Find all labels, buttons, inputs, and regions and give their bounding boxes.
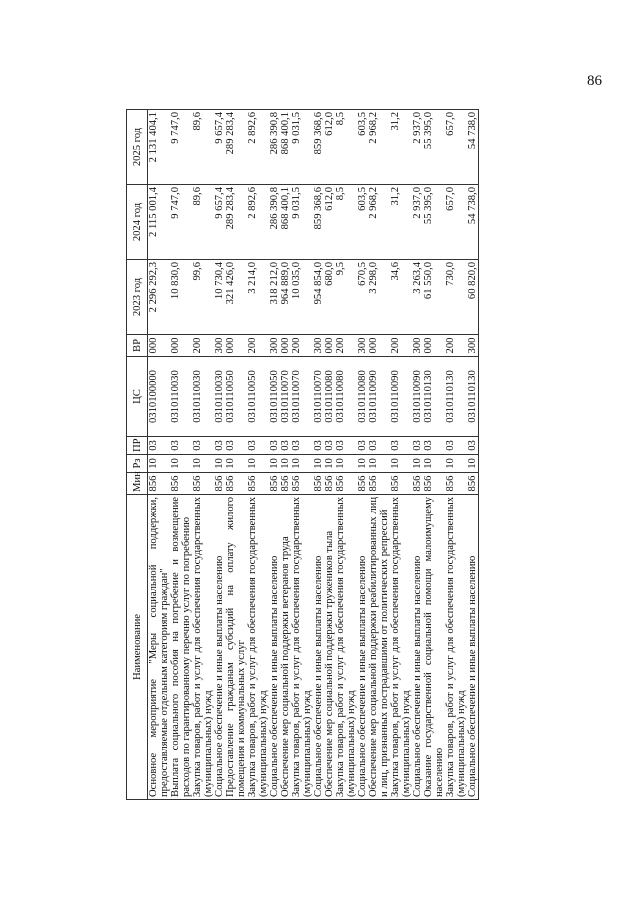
table-cell-vr: 000 (148, 335, 171, 357)
table-cell-rz: 10 (192, 455, 214, 473)
table-cell-rz: 10 (335, 455, 357, 473)
table-cell-min: 856 (280, 473, 291, 495)
table-cell-min: 856 (423, 473, 445, 495)
table-cell-vr: 000 (170, 335, 192, 357)
table-cell-rz: 10 (291, 455, 313, 473)
table-row (368, 110, 390, 800)
table-cell-cs: 0310110130 (467, 357, 479, 437)
header-row (127, 110, 148, 800)
table-cell-pr: 03 (324, 437, 335, 455)
table-cell-name: Социальное обеспечение и иные выплаты населению (214, 495, 225, 800)
table-cell-2024: 9 031,5 (291, 185, 313, 260)
table-cell-cs: 0310110080 (324, 357, 335, 437)
table-cell-2023: 61 550,0 (423, 260, 445, 335)
table-cell-2024: 2 937,0 (412, 185, 423, 260)
table-cell-2024: 289 283,4 (225, 185, 247, 260)
table-cell-2025: 31,2 (390, 110, 412, 185)
table-cell-rz: 10 (225, 455, 247, 473)
table-cell-name: Закупка товаров, работ и услуг для обеспечения государственных (муниципальных) нужд (192, 495, 214, 800)
table-cell-name: Закупка товаров, работ и услуг для обеспечения государственных (муниципальных) нужд (445, 495, 467, 800)
budget-table (126, 109, 479, 800)
table-cell-pr: 03 (192, 437, 214, 455)
table-cell-cs: 0310110030 (170, 357, 192, 437)
header-2024: 2024 год (127, 185, 148, 260)
table-cell-rz: 10 (390, 455, 412, 473)
table-row (148, 110, 171, 800)
table-cell-min: 856 (467, 473, 479, 495)
table-cell-2023: 3 263,4 (412, 260, 423, 335)
table-cell-2024: 612,0 (324, 185, 335, 260)
table-cell-2024: 9 657,4 (214, 185, 225, 260)
table-cell-2024: 31,2 (390, 185, 412, 260)
table-cell-2023: 9,5 (335, 260, 357, 335)
table-cell-min: 856 (368, 473, 390, 495)
table-cell-2023: 318 212,0 (269, 260, 280, 335)
table-cell-2023: 954 854,0 (313, 260, 324, 335)
table-cell-pr: 03 (445, 437, 467, 455)
table-cell-2023: 2 296 292,3 (148, 260, 171, 335)
table-cell-cs: 0310110070 (313, 357, 324, 437)
table-cell-2024: 8,5 (335, 185, 357, 260)
table-cell-name: Обеспечение мер социальной поддержки ветеранов труда (280, 495, 291, 800)
table-cell-vr: 300 (269, 335, 280, 357)
table-cell-min: 856 (390, 473, 412, 495)
table-cell-cs: 0310110080 (335, 357, 357, 437)
table-cell-cs: 0310110050 (225, 357, 247, 437)
table-cell-cs: 0310110030 (214, 357, 225, 437)
table-cell-vr: 300 (467, 335, 479, 357)
table-cell-vr: 000 (280, 335, 291, 357)
table-cell-pr: 03 (412, 437, 423, 455)
header-rz: Рз (127, 455, 148, 473)
table-cell-cs: 0310110050 (269, 357, 280, 437)
table-cell-2025: 89,6 (192, 110, 214, 185)
table-cell-min: 856 (445, 473, 467, 495)
table-cell-2025: 9 657,4 (214, 110, 225, 185)
table-cell-2024: 603,5 (357, 185, 368, 260)
table-cell-vr: 300 (357, 335, 368, 357)
table-cell-2023: 670,5 (357, 260, 368, 335)
table-cell-rz: 10 (412, 455, 423, 473)
table-cell-min: 856 (335, 473, 357, 495)
table-cell-vr: 000 (324, 335, 335, 357)
table-cell-pr: 03 (335, 437, 357, 455)
table-cell-min: 856 (324, 473, 335, 495)
table-cell-vr: 000 (423, 335, 445, 357)
table-cell-2025: 55 395,0 (423, 110, 445, 185)
table-cell-rz: 10 (313, 455, 324, 473)
table-cell-vr: 200 (247, 335, 269, 357)
table-cell-rz: 10 (148, 455, 171, 473)
table-cell-cs: 0310110090 (390, 357, 412, 437)
table-cell-name: Оказание государственной социальной помощи малоимущему населению (423, 495, 445, 800)
table-cell-name: Закупка товаров, работ и услуг для обеспечения государственных (муниципальных) нужд (390, 495, 412, 800)
header-cs: ЦС (127, 357, 148, 437)
table-cell-2024: 2 892,6 (247, 185, 269, 260)
table-cell-2024: 2 115 001,4 (148, 185, 171, 260)
table-cell-2025: 859 368,6 (313, 110, 324, 185)
table-cell-rz: 10 (214, 455, 225, 473)
table-cell-2024: 2 968,2 (368, 185, 390, 260)
table-cell-rz: 10 (269, 455, 280, 473)
table-cell-name: Выплата социального пособия на погребение и возмещение расходов по гарантированному перечню услуг по погребению (170, 495, 192, 800)
table-cell-vr: 200 (445, 335, 467, 357)
table-cell-cs: 0310100000 (148, 357, 171, 437)
table-row (313, 110, 324, 800)
table-cell-2025: 612,0 (324, 110, 335, 185)
table-cell-name: Основное мероприятие "Меры социальной поддержки, предоставляемые отдельным категориям граждан" (148, 495, 171, 800)
table-cell-vr: 000 (368, 335, 390, 357)
table-cell-2023: 34,6 (390, 260, 412, 335)
header-min: Мин (127, 473, 148, 495)
table-cell-vr: 300 (412, 335, 423, 357)
table-cell-name: Закупка товаров, работ и услуг для обеспечения государственных (муниципальных) нужд (335, 495, 357, 800)
table-cell-rz: 10 (247, 455, 269, 473)
table-cell-2025: 54 738,0 (467, 110, 479, 185)
table-cell-pr: 03 (280, 437, 291, 455)
table-row (291, 110, 313, 800)
table-cell-pr: 03 (170, 437, 192, 455)
table-cell-cs: 0310110050 (247, 357, 269, 437)
table-cell-pr: 03 (467, 437, 479, 455)
table-cell-2025: 868 400,1 (280, 110, 291, 185)
table-row (192, 110, 214, 800)
table-cell-pr: 03 (390, 437, 412, 455)
table-cell-cs: 0310110130 (423, 357, 445, 437)
table-cell-pr: 03 (313, 437, 324, 455)
table-cell-min: 856 (412, 473, 423, 495)
table-cell-vr: 200 (291, 335, 313, 357)
header-vr: ВР (127, 335, 148, 357)
table-cell-rz: 10 (445, 455, 467, 473)
table-cell-rz: 10 (357, 455, 368, 473)
table-cell-cs: 0310110080 (357, 357, 368, 437)
table-cell-pr: 03 (225, 437, 247, 455)
table-cell-2024: 9 747,0 (170, 185, 192, 260)
table-row (445, 110, 467, 800)
table-cell-name: Социальное обеспечение и иные выплаты населению (357, 495, 368, 800)
table-row (280, 110, 291, 800)
table-cell-2023: 321 426,0 (225, 260, 247, 335)
table-cell-2025: 289 283,4 (225, 110, 247, 185)
header-2025: 2025 год (127, 110, 148, 185)
table-cell-2025: 8,5 (335, 110, 357, 185)
table-cell-2023: 680,0 (324, 260, 335, 335)
table-cell-cs: 0310110030 (192, 357, 214, 437)
table-row (214, 110, 225, 800)
table-cell-min: 856 (170, 473, 192, 495)
table-cell-2025: 2 131 404,1 (148, 110, 171, 185)
table-cell-2023: 964 889,0 (280, 260, 291, 335)
table-cell-2024: 657,0 (445, 185, 467, 260)
table-cell-min: 856 (192, 473, 214, 495)
header-pr: ПР (127, 437, 148, 455)
table-cell-2024: 55 395,0 (423, 185, 445, 260)
table-cell-name: Предоставление гражданам субсидий на оплату жилого помещения и коммунальных услуг (225, 495, 247, 800)
table-cell-min: 856 (291, 473, 313, 495)
page-number: 86 (587, 73, 602, 89)
table-cell-2025: 657,0 (445, 110, 467, 185)
table-cell-min: 856 (247, 473, 269, 495)
table-row (357, 110, 368, 800)
table-cell-min: 856 (313, 473, 324, 495)
table-cell-vr: 300 (214, 335, 225, 357)
table-cell-pr: 03 (291, 437, 313, 455)
table-cell-2025: 9 031,5 (291, 110, 313, 185)
header-2023: 2023 год (127, 260, 148, 335)
table-cell-min: 856 (269, 473, 280, 495)
table-cell-2024: 859 368,6 (313, 185, 324, 260)
table-cell-cs: 0310110090 (368, 357, 390, 437)
table-cell-min: 856 (148, 473, 171, 495)
table-cell-name: Социальное обеспечение и иные выплаты населению (412, 495, 423, 800)
table-cell-2023: 99,6 (192, 260, 214, 335)
table-cell-2023: 10 730,4 (214, 260, 225, 335)
table-cell-vr: 200 (390, 335, 412, 357)
table-cell-name: Закупка товаров, работ и услуг для обеспечения государственных (муниципальных) нужд (291, 495, 313, 800)
header-name: Наименование (127, 495, 148, 800)
table-cell-name: Обеспечение мер социальной поддержки тружеников тыла (324, 495, 335, 800)
table-cell-min: 856 (214, 473, 225, 495)
table-cell-2025: 286 390,8 (269, 110, 280, 185)
table-cell-rz: 10 (368, 455, 390, 473)
table-cell-pr: 03 (368, 437, 390, 455)
table-cell-2025: 2 892,6 (247, 110, 269, 185)
table-row (412, 110, 423, 800)
table-cell-2023: 730,0 (445, 260, 467, 335)
table-cell-min: 856 (357, 473, 368, 495)
table-body (148, 110, 479, 800)
table-cell-vr: 300 (313, 335, 324, 357)
table-cell-rz: 10 (170, 455, 192, 473)
table-cell-vr: 200 (192, 335, 214, 357)
table-row (467, 110, 479, 800)
table-cell-rz: 10 (467, 455, 479, 473)
table-cell-name: Социальное обеспечение и иные выплаты населению (313, 495, 324, 800)
table-cell-pr: 03 (148, 437, 171, 455)
table-cell-cs: 0310110070 (291, 357, 313, 437)
table-cell-2023: 3 214,0 (247, 260, 269, 335)
table-cell-name: Социальное обеспечение и иные выплаты населению (269, 495, 280, 800)
table-cell-2023: 10 830,0 (170, 260, 192, 335)
table-cell-pr: 03 (214, 437, 225, 455)
table-cell-name: Социальное обеспечение и иные выплаты населению (467, 495, 479, 800)
table-cell-2025: 2 968,2 (368, 110, 390, 185)
table-cell-2024: 89,6 (192, 185, 214, 260)
table-cell-2024: 868 400,1 (280, 185, 291, 260)
table-row (423, 110, 445, 800)
table-cell-2025: 603,5 (357, 110, 368, 185)
table-cell-2023: 10 035,0 (291, 260, 313, 335)
table-cell-2023: 60 820,0 (467, 260, 479, 335)
table-cell-2025: 9 747,0 (170, 110, 192, 185)
table-row (247, 110, 269, 800)
table-cell-cs: 0310110070 (280, 357, 291, 437)
table-row (225, 110, 247, 800)
rotated-table-container (126, 110, 572, 800)
table-row (324, 110, 335, 800)
table-cell-pr: 03 (357, 437, 368, 455)
table-cell-cs: 0310110130 (445, 357, 467, 437)
table-cell-2024: 286 390,8 (269, 185, 280, 260)
table-cell-pr: 03 (247, 437, 269, 455)
table-cell-min: 856 (225, 473, 247, 495)
table-cell-cs: 0310110090 (412, 357, 423, 437)
table-cell-2024: 54 738,0 (467, 185, 479, 260)
table-row (170, 110, 192, 800)
table-cell-vr: 000 (225, 335, 247, 357)
table-cell-name: Обеспечение мер социальной поддержки реабилитированных лиц и лиц, признанных пострадавшими от политических репрессий (368, 495, 390, 800)
table-cell-pr: 03 (269, 437, 280, 455)
table-cell-pr: 03 (423, 437, 445, 455)
table-row (390, 110, 412, 800)
table-cell-2025: 2 937,0 (412, 110, 423, 185)
table-cell-name: Закупка товаров, работ и услуг для обеспечения государственных (муниципальных) нужд (247, 495, 269, 800)
table-cell-rz: 10 (423, 455, 445, 473)
table-cell-2023: 3 298,0 (368, 260, 390, 335)
table-cell-rz: 10 (324, 455, 335, 473)
table-row (335, 110, 357, 800)
table-cell-vr: 200 (335, 335, 357, 357)
table-cell-rz: 10 (280, 455, 291, 473)
table-row (269, 110, 280, 800)
